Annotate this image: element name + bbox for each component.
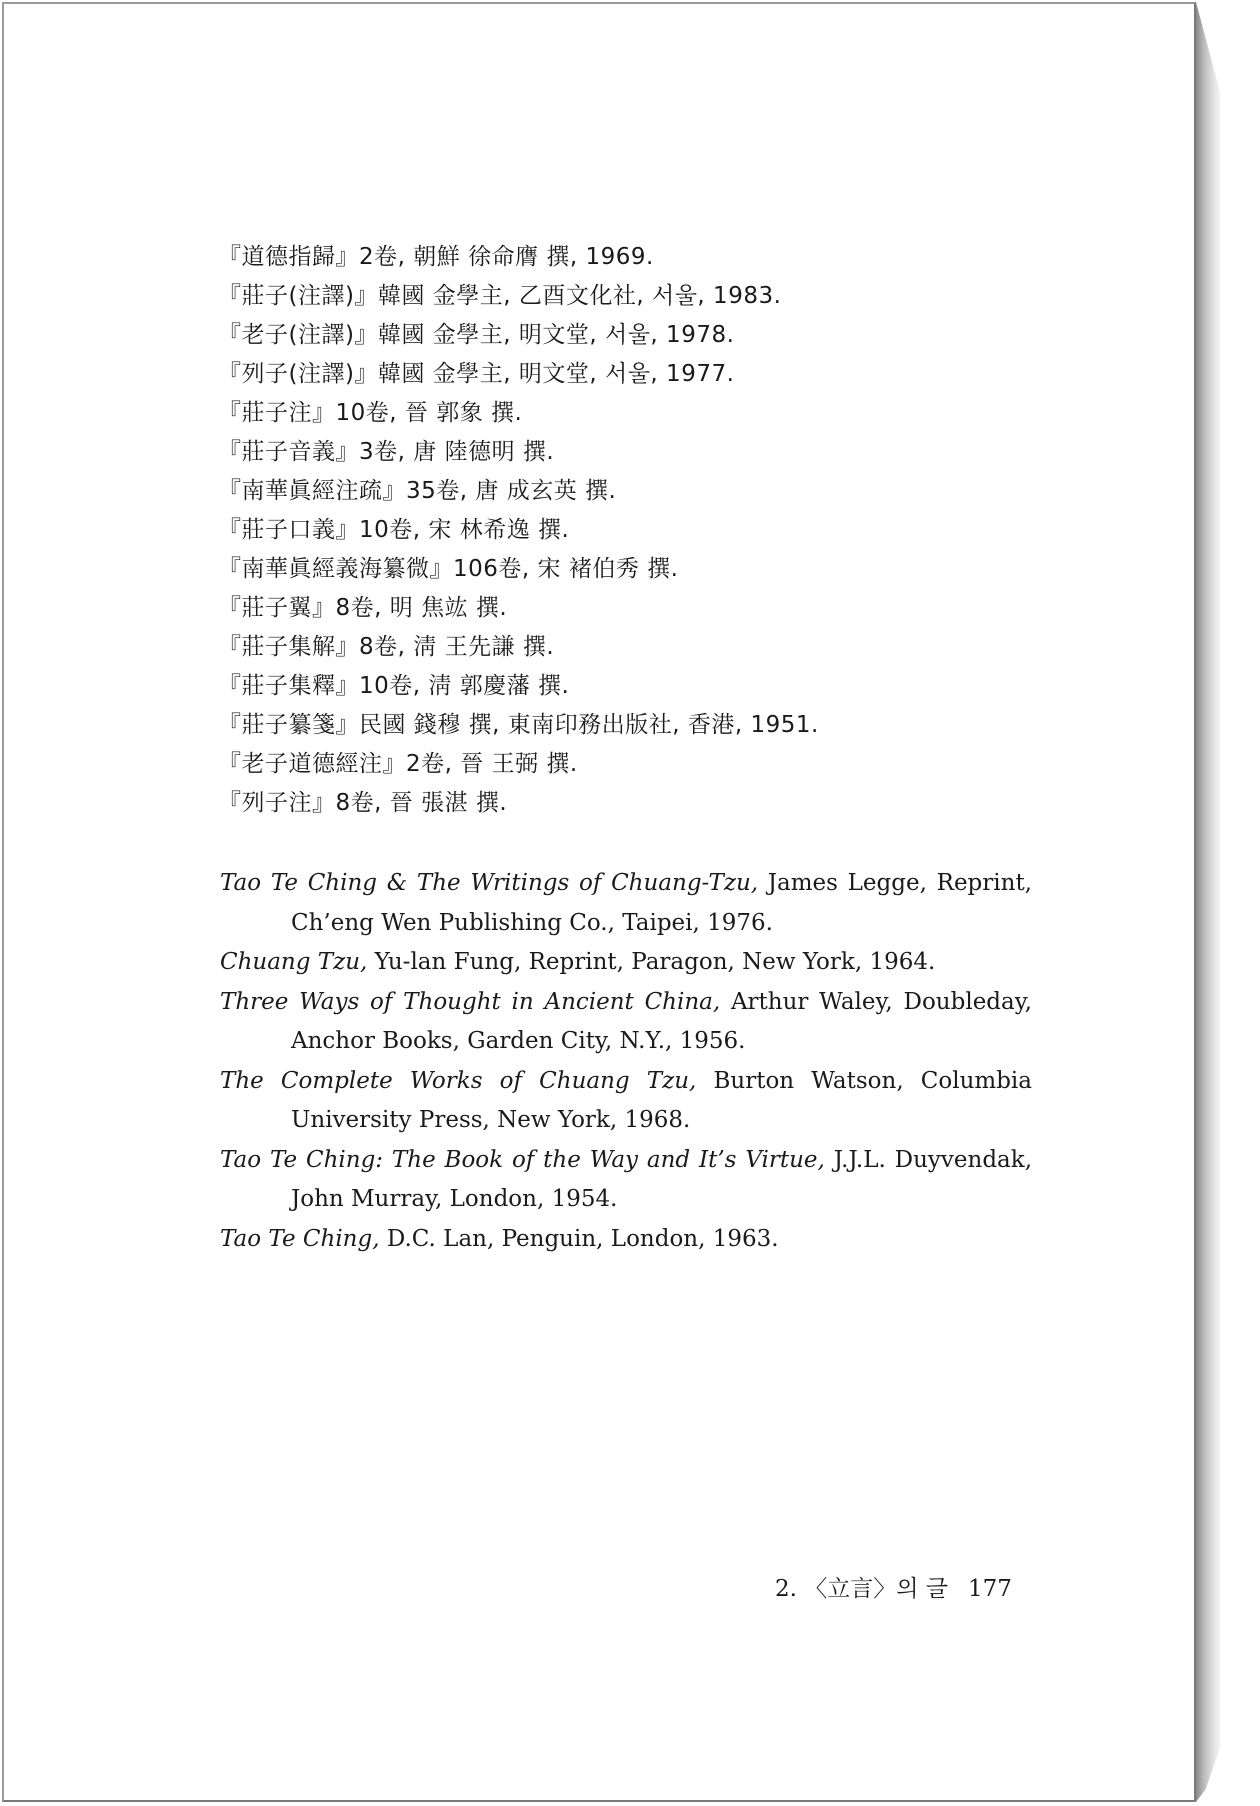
page-footer: [775, 1570, 1012, 1603]
reference-details: J.J.L. Duyvendak, John Murray, London, 1954.: [291, 1146, 1033, 1212]
reference-item: 『道德指歸』2卷, 朝鮮 徐命膺 撰, 1969.: [218, 244, 654, 270]
reference-item: 『莊子注』10卷, 晉 郭象 撰.: [218, 400, 523, 426]
reference-details: Arthur Waley, Doubleday, Anchor Books, Garden City, N.Y., 1956.: [291, 988, 1032, 1054]
reference-details: Burton Watson, Columbia University Press, New York, 1968.: [291, 1067, 1032, 1133]
reference-item: 『莊子翼』8卷, 明 焦竑 撰.: [218, 595, 508, 621]
reference-item: [220, 864, 1032, 943]
reference-item: [220, 983, 1032, 1062]
section-label: 2. 〈立言〉의 글: [775, 1576, 949, 1602]
reference-title: Tao Te Ching: The Book of the Way and It’s Virtue,: [220, 1146, 825, 1173]
reference-title: The Complete Works of Chuang Tzu,: [220, 1067, 697, 1094]
reference-item: 『莊子(注譯)』韓國 金學主, 乙酉文化社, 서울, 1983.: [218, 283, 782, 309]
reference-item: 『列子(注譯)』韓國 金學主, 明文堂, 서울, 1977.: [218, 361, 735, 387]
reference-item: 『莊子集解』8卷, 淸 王先謙 撰.: [218, 634, 555, 660]
reference-item: 『列子注』8卷, 晉 張湛 撰.: [218, 790, 508, 816]
reference-title: Chuang Tzu,: [220, 949, 368, 975]
reference-item: 『南華眞經義海纂微』106卷, 宋 褚伯秀 撰.: [218, 556, 679, 582]
page-edge-shadow: [1196, 2, 1220, 1802]
reference-title: Tao Te Ching,: [220, 1225, 380, 1252]
reference-title: Three Ways of Thought in Ancient China,: [220, 988, 721, 1015]
reference-details: Yu-lan Fung, Reprint, Paragon, New York, 1964.: [367, 949, 936, 975]
reference-item: 『莊子集釋』10卷, 淸 郭慶藩 撰.: [218, 673, 570, 699]
reference-item: 『南華眞經注疏』35卷, 唐 成玄英 撰.: [218, 478, 617, 504]
reference-details: D.C. Lan, Penguin, London, 1963.: [379, 1225, 779, 1252]
reference-details: James Legge, Reprint, Ch’eng Wen Publishing Co., Taipei, 1976.: [291, 870, 1032, 936]
reference-item: [220, 943, 1032, 983]
english-references-list: [220, 864, 1032, 1259]
reference-title: Tao Te Ching & The Writings of Chuang-Tzu,: [220, 870, 759, 896]
reference-item: 『莊子纂箋』民國 錢穆 撰, 東南印務出版社, 香港, 1951.: [218, 712, 819, 738]
reference-item: 『莊子音義』3卷, 唐 陸德明 撰.: [218, 439, 555, 465]
reference-item: [220, 1141, 1032, 1220]
page-number: 177: [968, 1576, 1012, 1602]
reference-item: [220, 1220, 1032, 1260]
reference-item: [220, 1062, 1032, 1141]
reference-item: 『老子(注譯)』韓國 金學主, 明文堂, 서울, 1978.: [218, 322, 735, 348]
reference-item: 『莊子口義』10卷, 宋 林希逸 撰.: [218, 517, 570, 543]
reference-item: 『老子道德經注』2卷, 晉 王弼 撰.: [218, 751, 578, 777]
classical-references-list: [218, 238, 1038, 823]
